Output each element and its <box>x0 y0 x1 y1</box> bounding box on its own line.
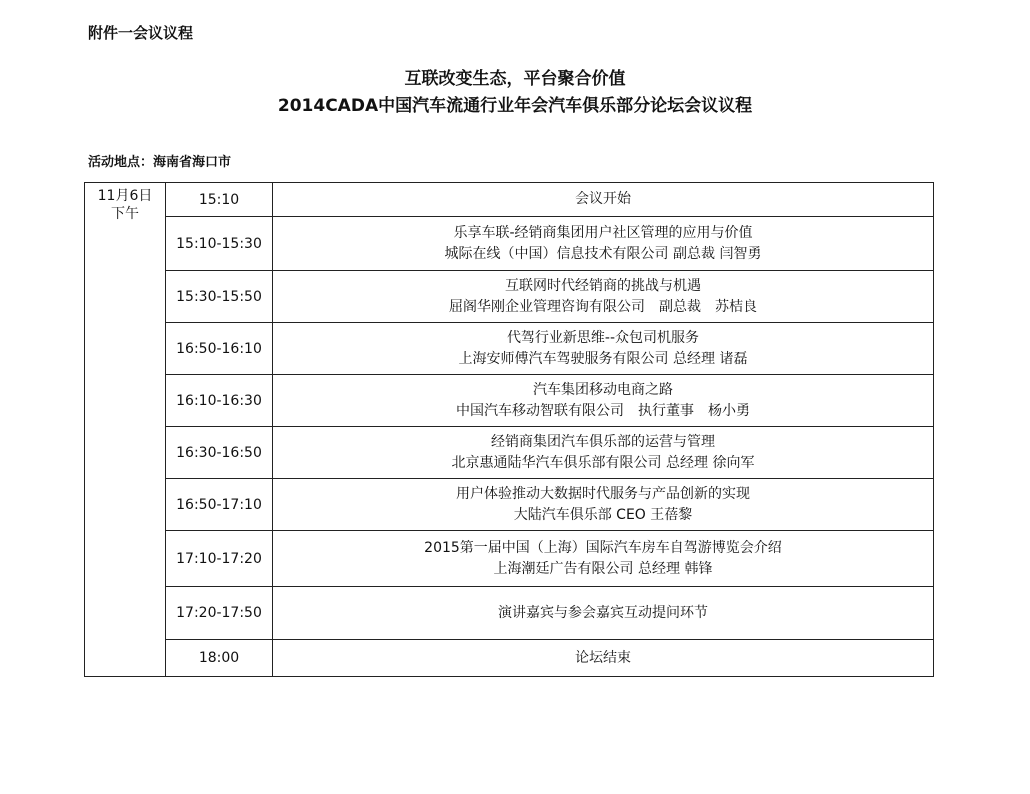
time-cell: 16:10-16:30 <box>166 375 273 427</box>
agenda-row <box>85 640 934 677</box>
topic-title: 互联网时代经销商的挑战与机遇 <box>505 277 701 294</box>
topic-speaker: 大陆汽车俱乐部 CEO 王蓓黎 <box>513 506 693 523</box>
agenda-row <box>85 323 934 375</box>
agenda-row <box>85 531 934 587</box>
topic-speaker: 上海安师傅汽车驾驶服务有限公司 总经理 诸磊 <box>458 350 748 367</box>
topic-cell <box>273 183 934 217</box>
topic-title: 论坛结束 <box>575 649 631 666</box>
time-cell: 16:50-16:10 <box>166 323 273 375</box>
topic-cell <box>273 271 934 323</box>
topic-title: 汽车集团移动电商之路 <box>533 381 673 398</box>
event-location: 活动地点：海南省海口市 <box>88 155 232 170</box>
topic-cell <box>273 587 934 640</box>
agenda-row <box>85 587 934 640</box>
agenda-row <box>85 479 934 531</box>
agenda-row <box>85 217 934 271</box>
topic-title: 演讲嘉宾与参会嘉宾互动提问环节 <box>498 604 708 621</box>
topic-cell <box>273 217 934 271</box>
topic-title: 乐享车联-经销商集团用户社区管理的应用与价值 <box>453 224 753 241</box>
topic-title: 用户体验推动大数据时代服务与产品创新的实现 <box>456 485 750 502</box>
topic-speaker: 中国汽车移动智联有限公司 执行董事 杨小勇 <box>456 402 750 419</box>
time-cell: 15:10-15:30 <box>166 217 273 271</box>
topic-cell <box>273 479 934 531</box>
topic-cell <box>273 531 934 587</box>
time-cell: 17:10-17:20 <box>166 531 273 587</box>
time-cell: 15:10 <box>166 183 273 217</box>
topic-title: 2015第一届中国（上海）国际汽车房车自驾游博览会介绍 <box>424 539 782 556</box>
attachment-label: 附件一会议议程 <box>88 24 194 42</box>
topic-title: 会议开始 <box>575 191 631 207</box>
topic-speaker: 上海潮廷广告有限公司 总经理 韩锋 <box>493 560 713 577</box>
topic-cell <box>273 427 934 479</box>
agenda-table <box>84 182 934 677</box>
topic-cell <box>273 375 934 427</box>
date-cell <box>85 183 166 677</box>
topic-speaker: 城际在线（中国）信息技术有限公司 副总裁 闫智勇 <box>444 245 762 262</box>
time-cell: 18:00 <box>166 640 273 677</box>
topic-speaker: 北京惠通陆华汽车俱乐部有限公司 总经理 徐向军 <box>451 454 755 471</box>
topic-speaker: 屈阁华刚企业管理咨询有限公司 副总裁 苏桔良 <box>449 298 757 315</box>
topic-cell <box>273 640 934 677</box>
time-cell: 15:30-15:50 <box>166 271 273 323</box>
agenda-row <box>85 271 934 323</box>
agenda-row <box>85 375 934 427</box>
date-day: 11月6日 <box>97 188 153 204</box>
topic-title: 经销商集团汽车俱乐部的运营与管理 <box>491 433 715 450</box>
topic-cell <box>273 323 934 375</box>
date-period: 下午 <box>111 206 139 222</box>
time-cell: 17:20-17:50 <box>166 587 273 640</box>
document-title: 互联改变生态，平台聚合价值 <box>404 69 626 89</box>
topic-title: 代驾行业新思维--众包司机服务 <box>506 329 700 346</box>
time-cell: 16:50-17:10 <box>166 479 273 531</box>
agenda-row <box>85 183 934 217</box>
time-cell: 16:30-16:50 <box>166 427 273 479</box>
document-subtitle: 2014CADA中国汽车流通行业年会汽车俱乐部分论坛会议议程 <box>277 96 753 116</box>
agenda-row <box>85 427 934 479</box>
